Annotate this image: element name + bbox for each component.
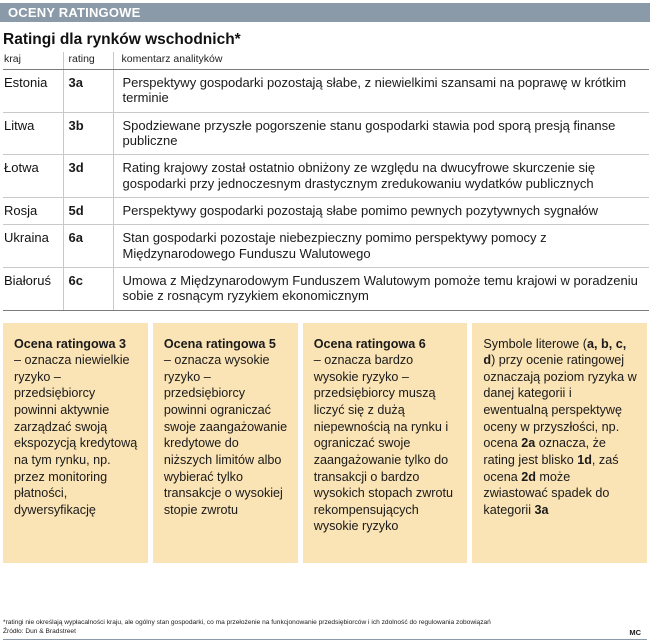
legend-box-letter-symbols — [472, 323, 647, 563]
cell-comment: Umowa z Międzynarodowym Funduszem Walutowym pomoże temu krajowi w poradzeniu sobie z rosnącym ryzykiem ekonomicznym — [113, 268, 649, 311]
legend-box-body: – oznacza wysokie ryzyko – przedsiębiorcy powinni ograniczać swoje zaangażowanie kredytowe do niższych limitów albo wybierać tylko transakcje o wysokiej stopie zwrotu — [163, 353, 288, 517]
table-row — [3, 112, 649, 155]
legend-box-rating-6 — [303, 323, 468, 563]
legend-box-body: – oznacza bardzo wysokie ryzyko – przedsiębiorcy muszą liczyć się z dużą niepewnością na rynku i ograniczać swoje zaangażowanie tylko do transakcji o bardzo wysokich stopach zwrotu rekompensujących wysokie ryzyko — [313, 353, 454, 534]
footnote-source-row — [3, 627, 647, 637]
cell-rating: 5d — [63, 198, 113, 225]
cell-comment: Rating krajowy został ostatnio obniżony ze względu na dwucyfrowe skurczenie się gospodarki przy jednoczesnym drastycznym zredukowaniu wydatków publicznych — [113, 155, 649, 198]
legend-box-rating-3 — [3, 323, 148, 563]
cell-rating: 3a — [63, 70, 113, 113]
table-body — [3, 70, 649, 311]
table-header-row — [3, 52, 649, 70]
legend-box-rating-5 — [153, 323, 298, 563]
column-header-rating: rating — [63, 52, 113, 70]
legend-boxes — [3, 323, 647, 563]
cell-country: Rosja — [3, 198, 63, 225]
legend-box-title: Ocena ratingowa 3 — [14, 336, 126, 351]
legend-box-title: Ocena ratingowa 6 — [313, 336, 426, 351]
cell-country: Estonia — [3, 70, 63, 113]
cell-comment: Perspektywy gospodarki pozostają słabe pomimo pewnych pozytywnych sygnałów — [113, 198, 649, 225]
table-row — [3, 225, 649, 268]
banner-title: OCENY RATINGOWE — [8, 5, 141, 20]
table-row — [3, 155, 649, 198]
table-row — [3, 268, 649, 311]
cell-rating: 3b — [63, 112, 113, 155]
page-title: Ratingi dla rynków wschodnich* — [3, 31, 241, 48]
cell-comment: Perspektywy gospodarki pozostają słabe, z niewielkimi szansami na poprawę w krótkim terminie — [113, 70, 649, 113]
bottom-divider — [3, 639, 647, 640]
footnote-source: Źródło: Dun & Bradstreet — [3, 628, 76, 636]
legend-box-rich-body: Symbole literowe (a, b, c, d) przy ocenie ratingowej oznaczają poziom ryzyka w danej kategorii i ewentualną perspektywę oceny w przyszłości, np. ocena 2a oznacza, że rating jest blisko 1d, zaś ocena 2d może zwiastować spadek do kategorii 3a — [483, 336, 637, 517]
footnote-disclaimer: *ratingi nie określają wypłacalności kraju, ale ogólny stan gospodarki, co ma przełożenie na funkcjonowanie przedsiębiorców i ich zdolność do regulowania zobowiązań — [3, 618, 491, 626]
ratings-table — [3, 52, 649, 311]
cell-rating: 6a — [63, 225, 113, 268]
table-row — [3, 70, 649, 113]
footnote — [3, 618, 647, 640]
column-header-country: kraj — [3, 52, 63, 70]
cell-rating: 3d — [63, 155, 113, 198]
legend-box-title: Ocena ratingowa 5 — [163, 336, 276, 351]
cell-rating: 6c — [63, 268, 113, 311]
table-header — [3, 52, 649, 70]
table-row — [3, 198, 649, 225]
column-header-comment: komentarz analityków — [113, 52, 649, 70]
legend-box-body: – oznacza niewielkie ryzyko – przedsiębiorcy powinni aktywnie zarządzać swoją ekspozycją kredytową na tym rynku, np. przez monitoring płatności, dywersyfikację — [14, 353, 138, 517]
cell-country: Białoruś — [3, 268, 63, 311]
cell-country: Łotwa — [3, 155, 63, 198]
cell-comment: Stan gospodarki pozostaje niebezpieczny pomimo perspektywy pomocy z Międzynarodowego Funduszu Walutowego — [113, 225, 649, 268]
cell-country: Litwa — [3, 112, 63, 155]
cell-country: Ukraina — [3, 225, 63, 268]
section-banner — [0, 3, 650, 22]
cell-comment: Spodziewane przyszłe pogorszenie stanu gospodarki stawia pod sporą presją finanse publiczne — [113, 112, 649, 155]
author-credit: MC — [629, 628, 641, 637]
